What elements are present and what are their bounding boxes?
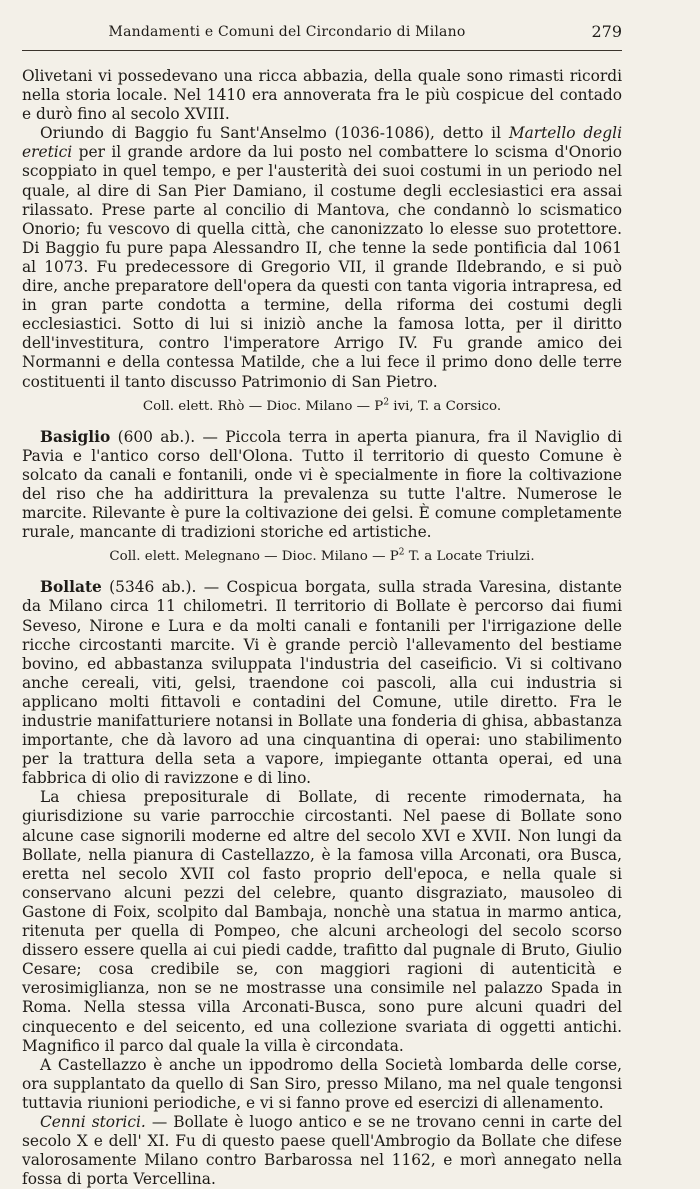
bollate-cenni-storici: Cenni storici. [40, 1112, 146, 1131]
baggio-p2-end: per il grande ardore da lui posto nel combattere lo scisma d'Onorio scoppiato in quel tempo, e per l'austerità dei suoi costumi in un periodo nel quale, al dire di San Pier Damiano, il costume degli ecclesiastici era assai rilassato. Prese parte al concilio di Mantova, che condannò lo scismatico Onorio; fu vescovo di quella città, che canonizzato lo elesse suo protettore. Di Baggio fu pure papa Alessandro II, che tenne la sede pontificia dal 1061 al 1073. Fu predecessore di Gregorio VII, il grande Ildebrando, e si può dire, anche preparatore dell'opera da questi con tanta vigoria intrapresa, ed in gran parte condotta a termine, della riforma dei costumi degli ecclesiastici. Sotto di lui si iniziò anche la famosa lotta, per il diritto dell'investitura, contro l'imperatore Arrigo IV. Fu grande amico dei Normanni e della contessa Matilde, che a lui fece il primo dono delle terre costituenti il tanto discusso Patrimonio di San Pietro. [22, 143, 622, 391]
bollate-title: Bollate [40, 578, 102, 597]
entry-bollate [22, 578, 622, 1189]
baggio-paragraph-1: Olivetani vi possedevano una ricca abbazia, della quale sono rimasti ricordi nella storia locale. Nel 1410 era annoverata fra le più cospicue del contado e durò fino al secolo XVIII. [22, 67, 622, 124]
baggio-paragraph-2 [22, 124, 622, 391]
baggio-reference [22, 397, 622, 416]
basiglio-ref-sup: 2 [398, 547, 405, 558]
bollate-paragraph-1 [22, 578, 622, 788]
baggio-ref-start: Coll. elett. Rhò — Dioc. Milano — P [142, 398, 384, 414]
entry-basiglio [22, 428, 622, 567]
bollate-paragraph-3: A Castellazzo è anche un ippodromo della Società lombarda delle corse, ora supplantato da quello di San Siro, presso Milano, ma nel quale tengonsi tuttavia riunioni periodiche, e vi si fanno prove ed esercizi di allenamento. [22, 1055, 622, 1112]
page-number: 279 [591, 22, 622, 41]
basiglio-reference [22, 547, 622, 566]
baggio-epithet: Martello degli eretici [22, 124, 622, 162]
body-text [22, 67, 622, 1189]
basiglio-ref-end: T. a Locate Triulzi. [404, 549, 535, 565]
baggio-p2-start: Oriundo di Baggio fu Sant'Anselmo (1036-1086), detto il [40, 124, 509, 143]
baggio-ref-sup: 2 [383, 397, 390, 408]
bollate-p1-text: (5346 ab.). — Cospicua borgata, sulla strada Varesina, distante da Milano circa 11 chilometri. Il territorio di Bollate è percorso dai fiumi Seveso, Nirone e Lura e da molti canali e fontanili per l'irrigazione delle ricche circostanti marcite. Vi è grande perciò l'allevamento del bestiame bovino, ed abbastanza sviluppata l'industria del caseificio. Vi si coltivano anche cereali, viti, gelsi, traendone coi pascoli, alla cui industria si applicano molti fittavoli e contadini del Comune, utile diretto. Fra le industrie manifatturiere notansi in Bollate una fonderia di ghisa, abbastanza importante, che dà lavoro ad una cinquantina di operai: uno stabilimento per la trattura della seta a vapore, impiegante ottanta operai, ed una fabbrica di olio di ravizzone e di lino. [22, 578, 622, 788]
running-head [22, 22, 622, 51]
basiglio-paragraph [22, 428, 622, 543]
bollate-paragraph-4 [22, 1113, 622, 1189]
bollate-p4-text: — Bollate è luogo antico e se ne trovano cenni in carte del secolo X e dell' XI. Fu di questo paese quell'Ambrogio da Bollate che difese valorosamente Milano contro Barbarossa nel 1162, e morì annegato nella fossa di porta Vercellina. [22, 1112, 622, 1189]
bollate-paragraph-2: La chiesa prepositurale di Bollate, di recente rimodernata, ha giurisdizione su varie parrocchie circostanti. Nel paese di Bollate sono alcune case signorili moderne ed altre del secolo XVI e XVII. Non lungi da Bollate, nella pianura di Castellazzo, è la famosa villa Arconati, ora Busca, eretta nel secolo XVII col fasto proprio dell'epoca, e nella quale si conservano alcuni pezzi del celebre, quanto disgraziato, mausoleo di Gastone di Foix, scolpito dal Bambaja, nonchè una statua in marmo antica, ritenuta per quella di Pompeo, che alcuni archeologi del secolo scorso dissero essere quella ai cui piedi cadde, trafitto dal pugnale di Bruto, Giulio Cesare; cosa credibile se, con maggiori ragioni di autenticità e verosimiglianza, non se ne mostrasse una consimile nel palazzo Spada in Roma. Nella stessa villa Arconati-Busca, sono pure alcuni quadri del cinquecento e del seicento, ed una collezione svariata di oggetti antichi. Magnifico il parco dal quale la villa è circondata. [22, 788, 622, 1055]
basiglio-text: (600 ab.). — Piccola terra in aperta pianura, fra il Naviglio di Pavia e l'antico corso dell'Olona. Tutto il territorio di questo Comune è solcato da canali e fontanili, onde vi è specialmente in fiore la coltivazione del riso che ha addirittura la prevalenza su tutte l'altre. Numerose le marcite. Rilevante è pure la coltivazione dei gelsi. È comune completamente rurale, mancante di tradizioni storiche ed artistiche. [22, 427, 622, 542]
baggio-ref-end: ivi, T. a Corsico. [389, 398, 502, 414]
basiglio-ref-start: Coll. elett. Melegnano — Dioc. Milano — P [109, 549, 399, 565]
basiglio-title: Basiglio [40, 427, 111, 446]
running-title: Mandamenti e Comuni del Circondario di Milano [108, 24, 466, 40]
